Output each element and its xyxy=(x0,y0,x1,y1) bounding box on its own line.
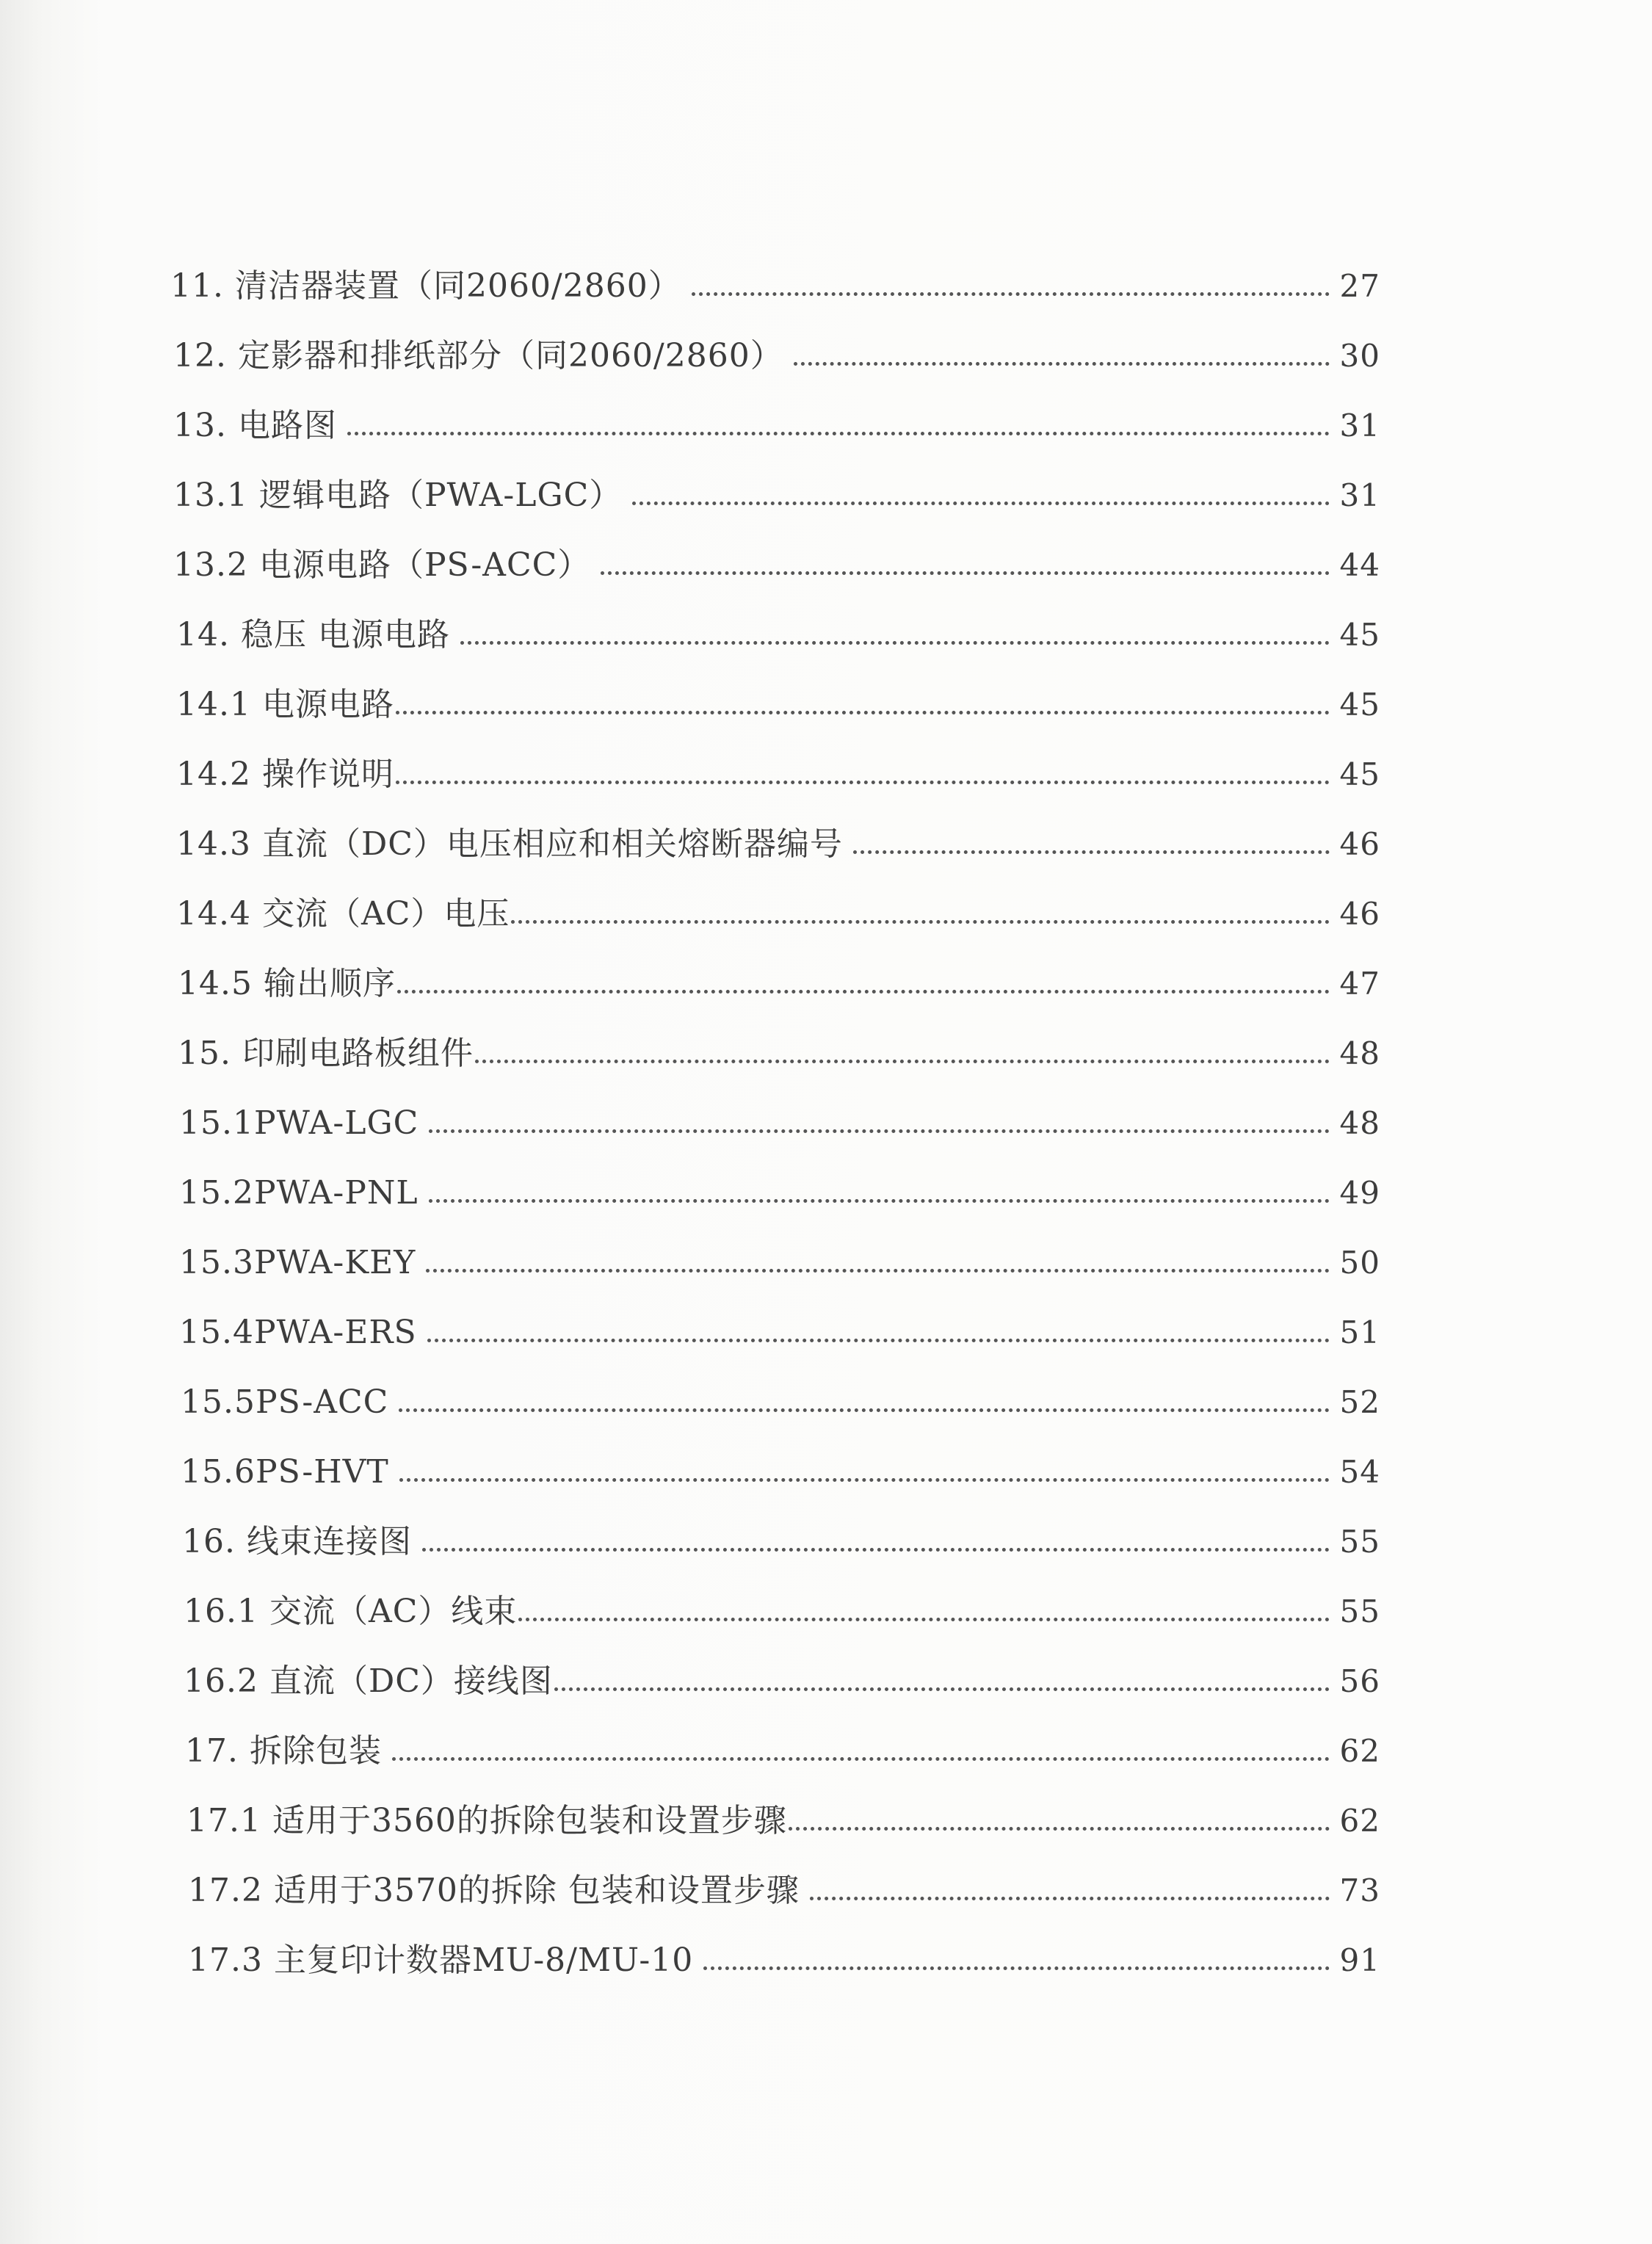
toc-entry-page: 62 xyxy=(1339,1803,1380,1839)
toc-entry-page: 55 xyxy=(1339,1524,1380,1560)
toc-entry[interactable] xyxy=(178,1028,1380,1079)
toc-entry-page: 52 xyxy=(1339,1384,1380,1420)
toc-entry-label: 14. 稳压 电源电路 xyxy=(176,616,450,654)
dot-leader xyxy=(399,1408,1329,1412)
dot-leader xyxy=(399,1478,1330,1482)
toc-entry-label: 14.4 交流（AC）电压 xyxy=(176,895,510,933)
toc-entry-page: 73 xyxy=(1339,1872,1380,1908)
dot-leader xyxy=(794,362,1330,366)
toc-entry[interactable] xyxy=(176,609,1380,661)
toc-entry-page: 56 xyxy=(1339,1663,1380,1699)
dot-leader xyxy=(554,1687,1330,1691)
toc-entry[interactable] xyxy=(181,1447,1380,1498)
dot-leader xyxy=(810,1897,1330,1900)
dot-leader xyxy=(397,990,1330,993)
toc-entry-page: 31 xyxy=(1339,408,1380,444)
toc-entry-label: 16.2 直流（DC）接线图 xyxy=(184,1662,553,1700)
dot-leader xyxy=(692,292,1330,296)
toc-entry-page: 62 xyxy=(1339,1733,1380,1769)
toc-entry[interactable] xyxy=(176,888,1380,940)
toc-entry-page: 51 xyxy=(1339,1314,1380,1350)
dot-leader xyxy=(853,850,1330,854)
toc-entry-page: 48 xyxy=(1339,1035,1380,1071)
toc-entry-label: 14.2 操作说明 xyxy=(176,756,394,793)
toc-entry-page: 46 xyxy=(1339,896,1380,932)
toc-entry-page: 91 xyxy=(1339,1942,1380,1978)
toc-entry[interactable] xyxy=(179,1307,1380,1358)
toc-entry-page: 49 xyxy=(1339,1175,1380,1211)
dot-leader xyxy=(429,1129,1329,1133)
toc-entry-label: 14.1 电源电路 xyxy=(176,686,394,723)
dot-leader xyxy=(511,920,1329,924)
toc-entry[interactable] xyxy=(173,470,1380,521)
toc-entry-label: 11. 清洁器装置（同2060/2860） xyxy=(170,267,681,305)
toc-entry[interactable] xyxy=(173,400,1380,452)
toc-entry-page: 27 xyxy=(1339,268,1380,304)
toc-entry-page: 50 xyxy=(1339,1245,1380,1281)
dot-leader xyxy=(392,1757,1330,1761)
toc-entry-label: 16. 线束连接图 xyxy=(182,1523,412,1560)
dot-leader xyxy=(475,1060,1330,1063)
toc-entry[interactable] xyxy=(188,1935,1380,1986)
dot-leader xyxy=(347,432,1330,435)
toc-entry-label: 15.2PWA-PNL xyxy=(179,1174,419,1212)
toc-entry[interactable] xyxy=(178,958,1380,1010)
toc-entry-label: 17.2 适用于3570的拆除 包装和设置步骤 xyxy=(188,1872,800,1909)
toc-entry[interactable] xyxy=(176,679,1380,731)
dot-leader xyxy=(460,641,1330,645)
toc-entry-page: 45 xyxy=(1339,687,1380,723)
toc-entry-page: 47 xyxy=(1339,966,1380,1002)
toc-entry-label: 17.3 主复印计数器MU-8/MU-10 xyxy=(188,1941,694,1979)
dot-leader xyxy=(429,1199,1330,1203)
toc-entry-label: 16.1 交流（AC）线束 xyxy=(184,1593,518,1630)
dot-leader xyxy=(427,1339,1330,1342)
dot-leader xyxy=(422,1548,1330,1552)
toc-entry-page: 54 xyxy=(1339,1454,1380,1490)
toc-entry-page: 55 xyxy=(1339,1593,1380,1629)
toc-entry-page: 46 xyxy=(1339,826,1380,862)
dot-leader xyxy=(601,571,1329,575)
toc-entry-label: 13.2 电源电路（PS-ACC） xyxy=(173,546,591,584)
toc-entry-label: 15. 印刷电路板组件 xyxy=(178,1035,474,1072)
toc-entry[interactable] xyxy=(179,1237,1380,1289)
toc-entry[interactable] xyxy=(176,819,1380,870)
toc-entry[interactable] xyxy=(170,261,1380,312)
toc-entry-page: 44 xyxy=(1339,547,1380,583)
toc-entry-label: 15.5PS-ACC xyxy=(181,1383,389,1421)
toc-entry-page: 48 xyxy=(1339,1105,1380,1141)
toc-entry-page: 30 xyxy=(1339,338,1380,374)
dot-leader xyxy=(703,1966,1329,1970)
toc-entry-page: 45 xyxy=(1339,617,1380,653)
toc-entry-label: 13.1 逻辑电路（PWA-LGC） xyxy=(173,477,623,514)
toc-entry[interactable] xyxy=(179,1168,1380,1219)
toc-entry[interactable] xyxy=(176,749,1380,800)
toc-entry-label: 14.5 输出顺序 xyxy=(178,965,396,1002)
dot-leader xyxy=(396,711,1330,714)
toc-entry[interactable] xyxy=(181,1377,1380,1428)
toc-entry[interactable] xyxy=(173,540,1380,591)
toc-entry-label: 15.6PS-HVT xyxy=(181,1453,389,1491)
toc-entry-label: 12. 定影器和排纸部分（同2060/2860） xyxy=(173,337,783,374)
toc-entry[interactable] xyxy=(179,1098,1380,1149)
toc-entry-page: 31 xyxy=(1339,477,1380,513)
toc-entry[interactable] xyxy=(182,1516,1380,1568)
toc-entry[interactable] xyxy=(188,1865,1380,1917)
dot-leader xyxy=(789,1827,1330,1831)
toc-entry-page: 45 xyxy=(1339,756,1380,792)
dot-leader xyxy=(518,1618,1329,1621)
toc-entry-label: 13. 电路图 xyxy=(173,407,337,444)
toc-entry-label: 17. 拆除包装 xyxy=(185,1732,382,1770)
toc-entry[interactable] xyxy=(185,1726,1380,1777)
toc-entry[interactable] xyxy=(184,1586,1380,1637)
toc-entry[interactable] xyxy=(186,1795,1380,1847)
toc-entry[interactable] xyxy=(173,330,1380,382)
toc-entry-label: 15.1PWA-LGC xyxy=(179,1104,419,1142)
dot-leader xyxy=(632,502,1329,505)
toc-entry-label: 15.3PWA-KEY xyxy=(179,1244,416,1281)
toc-entry-label: 15.4PWA-ERS xyxy=(179,1314,417,1351)
toc-entry-label: 14.3 直流（DC）电压相应和相关熔断器编号 xyxy=(176,825,843,863)
dot-leader xyxy=(426,1269,1329,1273)
toc-entry-label: 17.1 适用于3560的拆除包装和设置步骤 xyxy=(186,1802,787,1839)
toc-entry[interactable] xyxy=(184,1656,1380,1707)
dot-leader xyxy=(396,781,1330,784)
